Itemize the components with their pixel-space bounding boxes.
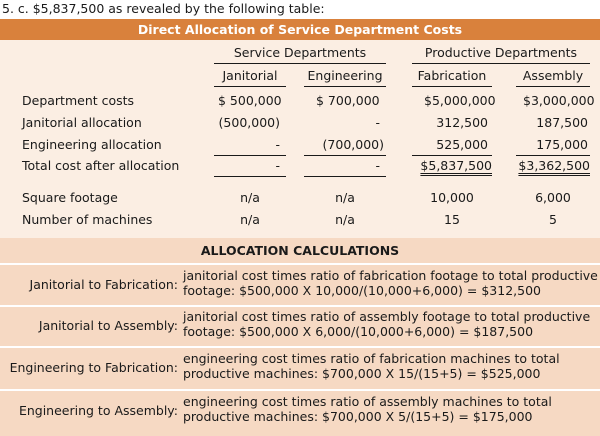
table-cell: 525,000 [436,137,488,152]
calc-description: janitorial cost times ratio of assembly footage to total productive footage: $500,000 X 6,000/(10,000+6,000) = $187,500 [183,309,591,339]
column-header-engineering: Engineering [307,68,383,83]
table-cell: $3,000,000 [523,93,595,108]
table-cell: 6,000 [535,190,571,205]
table-cell: 15 [444,212,460,227]
table-cell: n/a [335,212,355,227]
subtotal-rule [304,155,386,156]
table-cell: $ 700,000 [316,93,380,108]
total-rule [214,176,286,177]
column-underline-fabrication [412,86,492,87]
total-cell-assembly: $3,362,500 [518,158,590,173]
divider [0,263,600,265]
divider [0,389,600,391]
column-header-fabrication: Fabrication [417,68,487,83]
calc-label-engineering-assembly: Engineering to Assembly: [18,403,178,418]
total-rule [304,176,386,177]
table-cell: $ 500,000 [218,93,282,108]
subtotal-rule [516,155,590,156]
subtotal-rule [412,155,492,156]
table-cell: - [275,137,280,152]
group-header-productive: Productive Departments [424,45,578,60]
table-cell: n/a [240,190,260,205]
group-underline-productive [412,63,590,64]
table-cell: n/a [240,212,260,227]
column-underline-assembly [516,86,590,87]
row-label: Janitorial allocation [22,115,142,130]
row-label: Department costs [22,93,135,108]
table-title: Direct Allocation of Service Department Costs [0,19,600,40]
calc-description: engineering cost times ratio of assembly machines to total productive machines: $700,000 X 5/(15+5) = $175,000 [183,394,552,424]
divider [0,305,600,307]
row-label: Total cost after allocation [22,158,180,173]
row-label: Square footage [22,190,118,205]
table-cell: - [375,158,380,173]
table-cell: (500,000) [218,115,280,130]
table-cell: - [375,115,380,130]
divider [0,346,600,348]
table-cell: n/a [335,190,355,205]
table-cell: (700,000) [322,137,384,152]
column-header-assembly: Assembly [522,68,584,83]
group-underline-service [214,63,386,64]
row-label: Number of machines [22,212,153,227]
table-cell: 10,000 [430,190,474,205]
table-cell: 187,500 [536,115,588,130]
total-cell-fabrication: $5,837,500 [420,158,492,173]
row-label: Engineering allocation [22,137,162,152]
column-header-janitorial: Janitorial [222,68,278,83]
table-cell: 175,000 [536,137,588,152]
calc-label-engineering-fabrication: Engineering to Fabrication: [9,360,178,375]
calculations-title: ALLOCATION CALCULATIONS [200,243,400,258]
subtotal-rule [214,155,286,156]
column-underline-janitorial [214,86,286,87]
table-cell: $5,000,000 [424,93,496,108]
table-cell: - [275,158,280,173]
table-cell: 5 [549,212,557,227]
calc-label-janitorial-fabrication: Janitorial to Fabrication: [29,277,178,292]
calc-description: engineering cost times ratio of fabrication machines to total productive machines: $700,000 X 15/(15+5) = $525,000 [183,351,560,381]
column-underline-engineering [304,86,386,87]
group-header-service: Service Departments [233,45,367,60]
calc-description: janitorial cost times ratio of fabrication footage to total productive footage: $500,000 X 10,000/(10,000+6,000) = $312,500 [183,268,598,298]
table-cell: 312,500 [436,115,488,130]
intro-text: 5. c. $5,837,500 as revealed by the following table: [2,1,325,16]
calc-label-janitorial-assembly: Janitorial to Assembly: [38,318,178,333]
